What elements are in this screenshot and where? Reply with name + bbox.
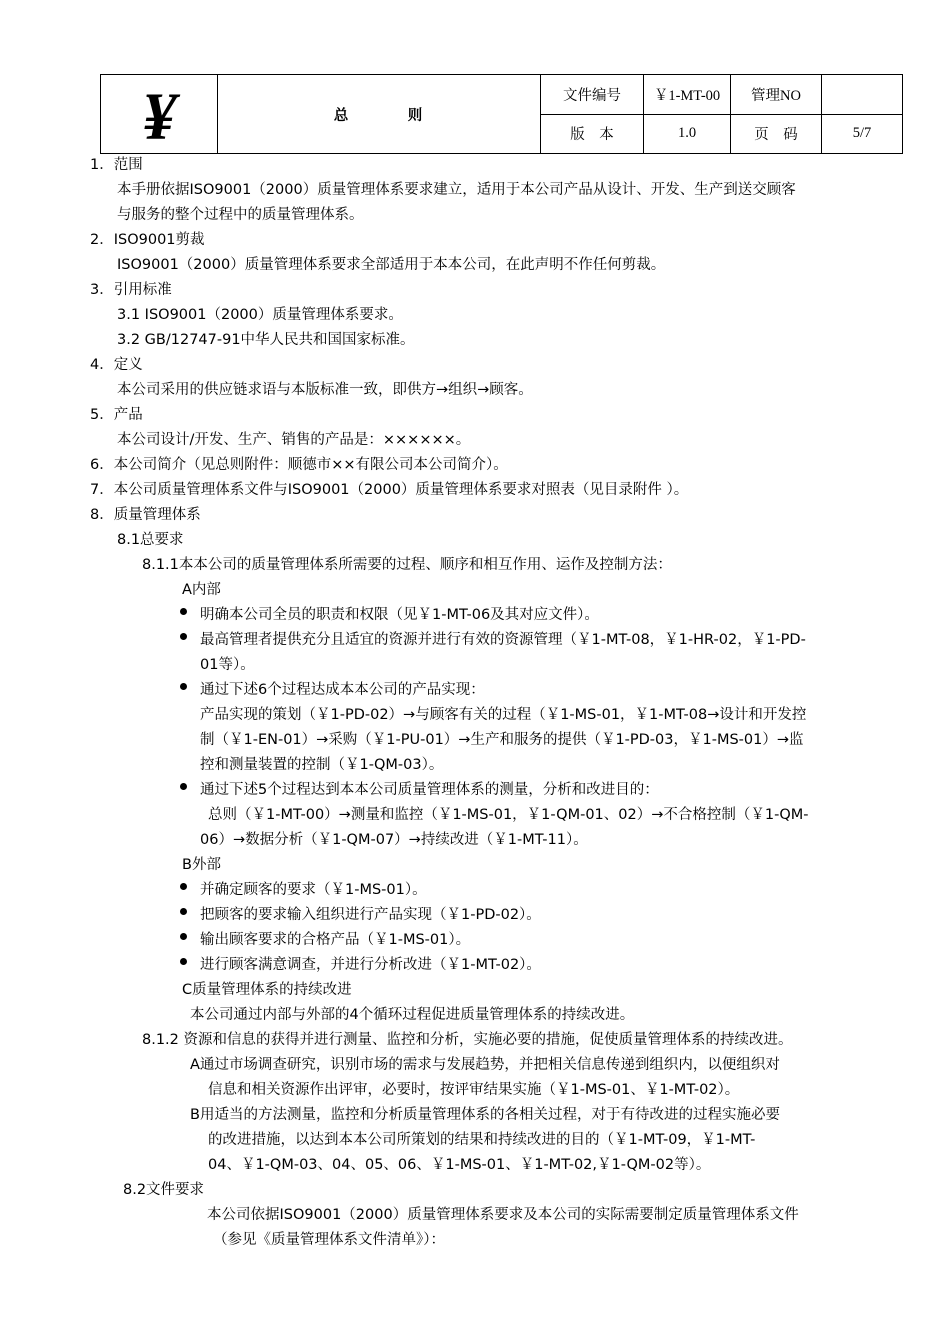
list-item: 通过下述5个过程达到本本公司质量管理体系的测量，分析和改进目的： bbox=[200, 782, 659, 798]
doc-number-label: 文件编号 bbox=[541, 75, 644, 115]
list-heading: B外部 bbox=[182, 857, 221, 873]
body-text: 3.2 GB/12747-91中华人民共和国国家标准。 bbox=[117, 332, 415, 348]
list-item: 通过下述6个过程达成本本公司的产品实现： bbox=[200, 682, 485, 698]
bullet-icon bbox=[180, 608, 187, 615]
body-text: 信息和相关资源作出评审，必要时，按评审结果实施（￥1-MS-01、￥1-MT-02）。 bbox=[208, 1082, 740, 1098]
page-label: 页 码 bbox=[731, 114, 822, 154]
body-text: A通过市场调查研究，识别市场的需求与发展趋势，并把相关信息传递到组织内，以便组织对 bbox=[190, 1057, 780, 1073]
subsection-heading: 8.1.2 资源和信息的获得并进行测量、监控和分析，实施必要的措施，促使质量管理体系的持续改进。 bbox=[142, 1032, 793, 1048]
mgmt-no-value bbox=[822, 75, 903, 115]
list-item: 进行顾客满意调查，并进行分析改进（￥1-MT-02）。 bbox=[200, 957, 541, 973]
bullet-icon bbox=[180, 683, 187, 690]
body-text: （参见《质量管理体系文件清单》）： bbox=[213, 1232, 445, 1248]
list-item: 输出顾客要求的合格产品（￥1-MS-01）。 bbox=[200, 932, 471, 948]
doc-number-value: ￥1-MT-00 bbox=[644, 75, 731, 115]
body-text: 3.1 ISO9001（2000）质量管理体系要求。 bbox=[117, 307, 403, 323]
body-text: 本手册依据ISO9001（2000）质量管理体系要求建立，适用于本公司产品从设计、开发、生产到送交顾客 bbox=[117, 182, 796, 198]
list-item-continued: 产品实现的策划（￥1-PD-02）→与顾客有关的过程（￥1-MS-01，￥1-MT-08→设计和开发控 bbox=[200, 707, 807, 723]
bullet-icon bbox=[180, 933, 187, 940]
body-text: 本公司设计/开发、生产、销售的产品是：××××××。 bbox=[117, 432, 471, 448]
list-item: 把顾客的要求输入组织进行产品实现（￥1-PD-02）。 bbox=[200, 907, 541, 923]
page-value: 5/7 bbox=[822, 114, 903, 154]
body-text: 本公司采用的供应链求语与本版标准一致，即供方→组织→顾客。 bbox=[117, 382, 533, 398]
company-logo bbox=[101, 75, 218, 154]
list-item-continued: 01等）。 bbox=[200, 657, 255, 673]
logo-mark: ¥ bbox=[142, 78, 176, 154]
section-heading: 8．质量管理体系 bbox=[90, 507, 201, 523]
section-heading: 5．产品 bbox=[90, 407, 143, 423]
bullet-icon bbox=[180, 883, 187, 890]
list-item-continued: 总则（￥1-MT-00）→测量和监控（￥1-MS-01，￥1-QM-01、02）→不合格控制（￥1-QM- bbox=[208, 807, 809, 823]
body-text: 的改进措施，以达到本本公司所策划的结果和持续改进的目的（￥1-MT-09，￥1-MT- bbox=[208, 1132, 756, 1148]
subsection-heading: 8.1总要求 bbox=[117, 532, 184, 548]
bullet-icon bbox=[180, 783, 187, 790]
bullet-icon bbox=[180, 633, 187, 640]
section-heading: 1．范围 bbox=[90, 157, 143, 173]
list-item-continued: 06）→数据分析（￥1-QM-07）→持续改进（￥1-MT-11）。 bbox=[200, 832, 588, 848]
body-text: 本公司依据ISO9001（2000）质量管理体系要求及本公司的实际需要制定质量管理体系文件 bbox=[207, 1207, 799, 1223]
section-heading: 3．引用标准 bbox=[90, 282, 172, 298]
section-heading: 7．本公司质量管理体系文件与ISO9001（2000）质量管理体系要求对照表（见目录附件 ）。 bbox=[90, 482, 689, 498]
bullet-icon bbox=[180, 958, 187, 965]
document-title-text: 总 则 bbox=[333, 107, 425, 124]
section-heading: 4．定义 bbox=[90, 357, 143, 373]
header-table bbox=[100, 74, 903, 154]
list-heading: A内部 bbox=[182, 582, 221, 598]
list-item-continued: 制（￥1-EN-01）→采购（￥1-PU-01）→生产和服务的提供（￥1-PD-03，￥1-MS-01）→监 bbox=[200, 732, 804, 748]
body-text: B用适当的方法测量，监控和分析质量管理体系的各相关过程，对于有待改进的过程实施必要 bbox=[190, 1107, 780, 1123]
section-heading: 6．本公司简介（见总则附件：顺德市××有限公司本公司简介）。 bbox=[90, 457, 508, 473]
body-text: 本公司通过内部与外部的4个循环过程促进质量管理体系的持续改进。 bbox=[190, 1007, 635, 1023]
body-text: 04、￥1-QM-03、04、05、06、￥1-MS-01、￥1-MT-02,￥1-QM-02等）。 bbox=[208, 1157, 711, 1173]
list-heading: C质量管理体系的持续改进 bbox=[182, 982, 352, 998]
body-text: ISO9001（2000）质量管理体系要求全部适用于本本公司，在此声明不作任何剪裁。 bbox=[117, 257, 666, 273]
list-item: 最高管理者提供充分且适宜的资源并进行有效的资源管理（￥1-MT-08，￥1-HR-02，￥1-PD- bbox=[200, 632, 806, 648]
bullet-icon bbox=[180, 908, 187, 915]
list-item-continued: 控和测量装置的控制（￥1-QM-03）。 bbox=[200, 757, 444, 773]
list-item: 并确定顾客的要求（￥1-MS-01）。 bbox=[200, 882, 427, 898]
document-title bbox=[218, 75, 541, 154]
section-heading: 2．ISO9001剪裁 bbox=[90, 232, 205, 248]
list-item: 明确本公司全员的职责和权限（见￥1-MT-06及其对应文件）。 bbox=[200, 607, 599, 623]
version-label: 版 本 bbox=[541, 114, 644, 154]
subsection-heading: 8.1.1本本公司的质量管理体系所需要的过程、顺序和相互作用、运作及控制方法： bbox=[142, 557, 672, 573]
version-value: 1.0 bbox=[644, 114, 731, 154]
body-text: 与服务的整个过程中的质量管理体系。 bbox=[117, 207, 364, 223]
mgmt-no-label: 管理NO bbox=[731, 75, 822, 115]
subsection-heading: 8.2文件要求 bbox=[123, 1182, 205, 1198]
